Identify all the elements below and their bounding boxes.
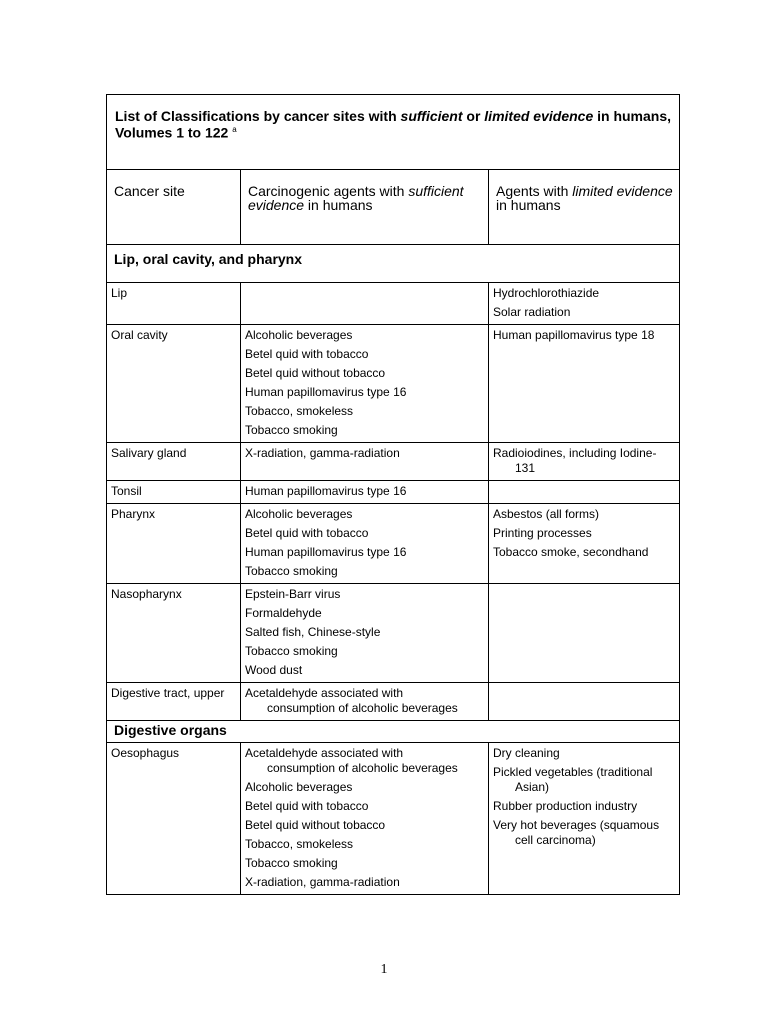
sufficient-agents-cell <box>241 325 489 443</box>
agent-item: Solar radiation <box>493 305 571 319</box>
header-row <box>107 170 680 245</box>
agent-item: Betel quid without tobacco <box>245 818 386 832</box>
table-row <box>107 683 680 721</box>
agent-item: Asbestos (all forms) <box>493 507 600 521</box>
sufficient-agents-cell <box>241 443 489 481</box>
agent-item-line: Radioiodines, including Iodine- <box>493 446 657 460</box>
limited-agents-cell <box>489 443 680 481</box>
cancer-site-label: Salivary gland <box>111 446 187 460</box>
agent-item-line: Acetaldehyde associated with <box>245 686 404 700</box>
agent-item-line: cell carcinoma) <box>515 833 596 847</box>
agent-item: Betel quid without tobacco <box>245 366 386 380</box>
agent-item: Human papillomavirus type 18 <box>493 328 655 342</box>
classification-table <box>106 94 680 895</box>
agent-item-line: consumption of alcoholic beverages <box>267 761 458 775</box>
agent-item: Tobacco smoke, secondhand <box>493 545 649 559</box>
table-title: List of Classifications by cancer sites with sufficient or limited evidence in humans, Volumes 1 to 122 $^a$ <box>107 95 680 170</box>
table-row <box>107 584 680 683</box>
agent-item <box>245 746 484 776</box>
limited-agents-cell <box>489 504 680 584</box>
sufficient-agents-cell <box>241 283 489 325</box>
agent-item: Alcoholic beverages <box>245 507 353 521</box>
agent-item: Dry cleaning <box>493 746 560 760</box>
agent-item <box>493 765 675 795</box>
agent-item: X-radiation, gamma-radiation <box>245 446 400 460</box>
agent-item: Tobacco smoking <box>245 856 338 870</box>
limited-agents-cell <box>489 325 680 443</box>
agent-item: X-radiation, gamma-radiation <box>245 875 400 889</box>
sufficient-agents-cell <box>241 584 489 683</box>
cancer-site-cell <box>107 283 241 325</box>
agent-item: Rubber production industry <box>493 799 638 813</box>
agent-item-line: Very hot beverages (squamous <box>493 818 660 832</box>
cancer-site-cell <box>107 683 241 721</box>
cancer-site-cell <box>107 481 241 504</box>
cancer-site-label: Digestive tract, upper <box>111 686 225 700</box>
footnote-marker: a <box>232 125 237 134</box>
limited-agents-cell <box>489 584 680 683</box>
section-row <box>107 245 680 283</box>
cancer-site-cell <box>107 743 241 895</box>
table-row <box>107 443 680 481</box>
agent-item <box>493 818 675 848</box>
agent-item: Formaldehyde <box>245 606 322 620</box>
agent-item: Tobacco smoking <box>245 644 338 658</box>
limited-agents-cell <box>489 683 680 721</box>
cancer-site-cell <box>107 584 241 683</box>
agent-item: Betel quid with tobacco <box>245 526 369 540</box>
cancer-site-label: Oral cavity <box>111 328 168 342</box>
cancer-site-cell <box>107 443 241 481</box>
header-sufficient: Carcinogenic agents with sufficient evidence in humans <box>241 170 489 245</box>
cancer-site-cell <box>107 504 241 584</box>
agent-item: Salted fish, Chinese-style <box>245 625 381 639</box>
agent-item: Tobacco, smokeless <box>245 404 354 418</box>
limited-agents-cell <box>489 283 680 325</box>
cancer-site-label: Oesophagus <box>111 746 180 760</box>
agent-item: Alcoholic beverages <box>245 328 353 342</box>
agent-item: Epstein-Barr virus <box>245 587 341 601</box>
cancer-site-label: Pharynx <box>111 507 156 521</box>
table-row <box>107 743 680 895</box>
table-row <box>107 504 680 584</box>
cancer-site-label: Lip <box>111 286 128 300</box>
agent-item: Human papillomavirus type 16 <box>245 545 407 559</box>
agent-item: Tobacco smoking <box>245 564 338 578</box>
limited-agents-cell <box>489 743 680 895</box>
table-row <box>107 283 680 325</box>
agent-item: Betel quid with tobacco <box>245 799 369 813</box>
sufficient-agents-cell <box>241 683 489 721</box>
section-title: Digestive organs <box>107 721 680 743</box>
agent-item-line: Asian) <box>515 780 550 794</box>
title-row <box>107 95 680 170</box>
agent-item <box>493 446 675 476</box>
sufficient-agents-cell <box>241 481 489 504</box>
agent-item: Hydrochlorothiazide <box>493 286 600 300</box>
agent-item: Human papillomavirus type 16 <box>245 484 407 498</box>
cancer-site-cell <box>107 325 241 443</box>
agent-item: Tobacco smoking <box>245 423 338 437</box>
sufficient-agents-cell <box>241 504 489 584</box>
agent-item: Wood dust <box>245 663 303 677</box>
agent-item: Betel quid with tobacco <box>245 347 369 361</box>
limited-agents-cell <box>489 481 680 504</box>
header-limited: Agents with limited evidence in humans <box>489 170 680 245</box>
agent-item-line: consumption of alcoholic beverages <box>267 701 458 715</box>
agent-item-line: Pickled vegetables (traditional <box>493 765 653 779</box>
agent-item: Human papillomavirus type 16 <box>245 385 407 399</box>
section-row <box>107 721 680 743</box>
agent-item: Alcoholic beverages <box>245 780 353 794</box>
agent-item: Tobacco, smokeless <box>245 837 354 851</box>
page-number: 1 <box>380 962 388 977</box>
cancer-site-label: Nasopharynx <box>111 587 182 601</box>
header-cancer-site: Cancer site <box>107 170 241 245</box>
table-row <box>107 325 680 443</box>
cancer-site-label: Tonsil <box>111 484 142 498</box>
agent-item <box>245 686 484 716</box>
agent-item-line: Acetaldehyde associated with <box>245 746 404 760</box>
table-row <box>107 481 680 504</box>
sufficient-agents-cell <box>241 743 489 895</box>
section-title: Lip, oral cavity, and pharynx <box>107 245 680 283</box>
agent-item: Printing processes <box>493 526 592 540</box>
agent-item-line: 131 <box>515 461 536 475</box>
